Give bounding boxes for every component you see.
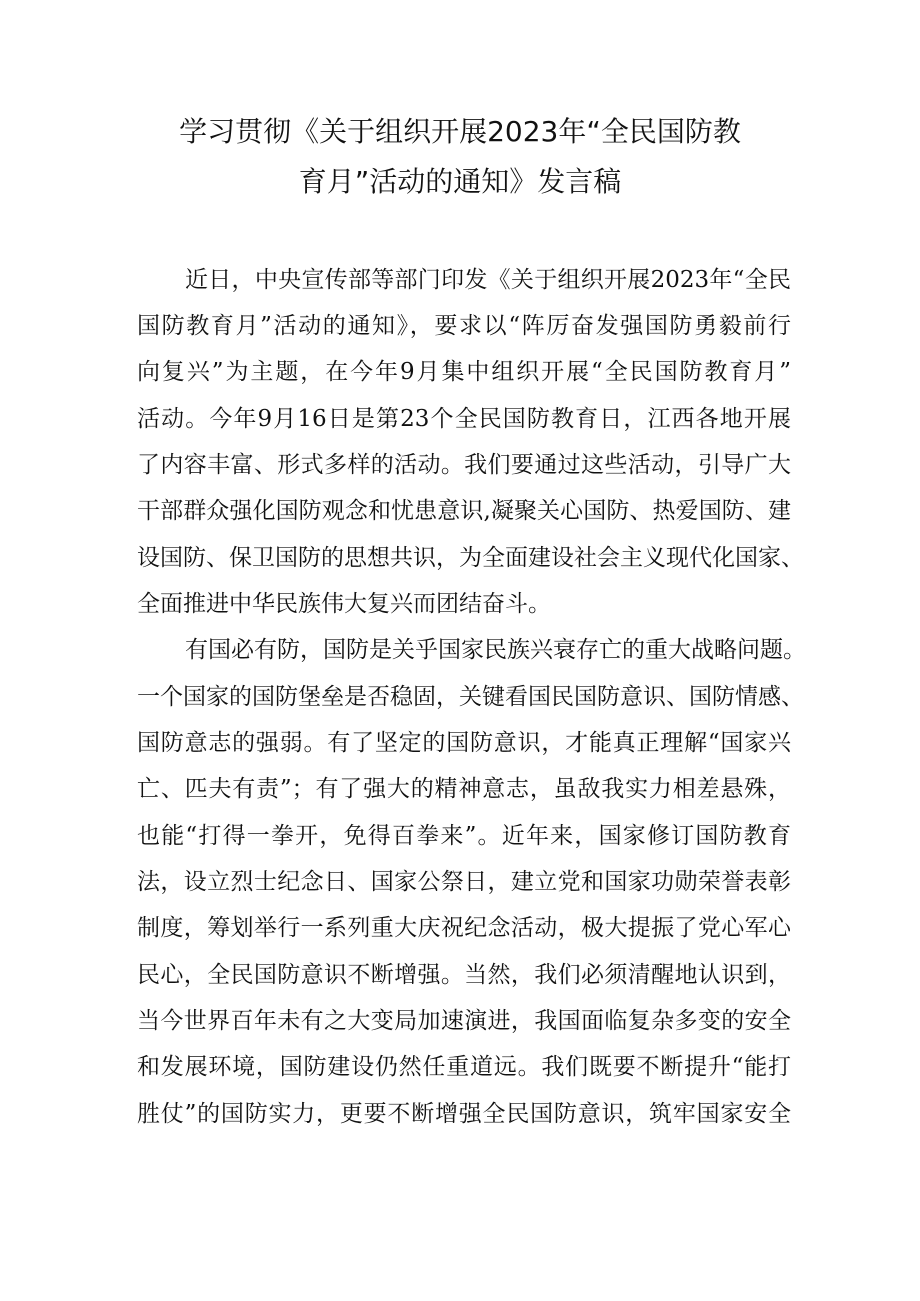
paragraph-line: 近日，中央宣传部等部门印发《关于组织开展2023年“全民 xyxy=(185,267,791,293)
paragraph-line: 全面推进中华民族伟大复兴而团结奋斗。 xyxy=(137,591,551,617)
paragraph-line: 制度，筹划举行一系列重大庆祝纪念活动，极大提振了党心军心 xyxy=(137,915,791,941)
paragraph-line: 设国防、保卫国防的思想共识，为全面建设社会主义现代化国家、 xyxy=(137,545,804,571)
document-title-line-1: 学习贯彻《关于组织开展2023年“全民国防教 xyxy=(179,115,741,148)
paragraph-line: 活动。今年9月16日是第23个全民国防教育日，江西各地开展 xyxy=(137,406,791,432)
paragraph-line: 也能“打得一拳开，免得百拳来”。近年来，国家修订国防教育 xyxy=(137,823,791,849)
paragraph-line: 一个国家的国防堡垒是否稳固，关键看国民国防意识、国防情感、 xyxy=(137,684,804,710)
paragraph-line: 有国必有防，国防是关乎国家民族兴衰存亡的重大战略问题。 xyxy=(185,637,806,663)
paragraph-line: 当今世界百年未有之大变局加速演进，我国面临复杂多变的安全 xyxy=(137,1008,791,1034)
paragraph-line: 胜仗”的国防实力，更要不断增强全民国防意识，筑牢国家安全 xyxy=(137,1101,791,1127)
paragraph-line: 民心，全民国防意识不断增强。当然，我们必须清醒地认识到， xyxy=(137,962,791,988)
paragraph-line: 国防教育月”活动的通知》，要求以“阵厉奋发强国防勇毅前行 xyxy=(137,313,791,339)
paragraph-line: 和发展环境，国防建设仍然任重道远。我们既要不断提升“能打 xyxy=(137,1054,791,1080)
document-title-line-2: 育月”活动的通知》发言稿 xyxy=(298,165,622,198)
paragraph-line: 干部群众强化国防观念和忧患意识,凝聚关心国防、热爱国防、建 xyxy=(137,498,791,524)
paragraph-line: 亡、匹夫有责”；有了强大的精神意志，虽敌我实力相差悬殊， xyxy=(137,776,791,802)
paragraph-line: 法，设立烈士纪念日、国家公祭日，建立党和国家功勋荣誉表彰 xyxy=(137,869,791,895)
paragraph-line: 了内容丰富、形式多样的活动。我们要通过这些活动，引导广大 xyxy=(137,452,791,478)
paragraph-line: 国防意志的强弱。有了坚定的国防意识，才能真正理解“国家兴 xyxy=(137,730,791,756)
paragraph-line: 向复兴”为主题，在今年9月集中组织开展“全民国防教育月” xyxy=(137,359,791,385)
